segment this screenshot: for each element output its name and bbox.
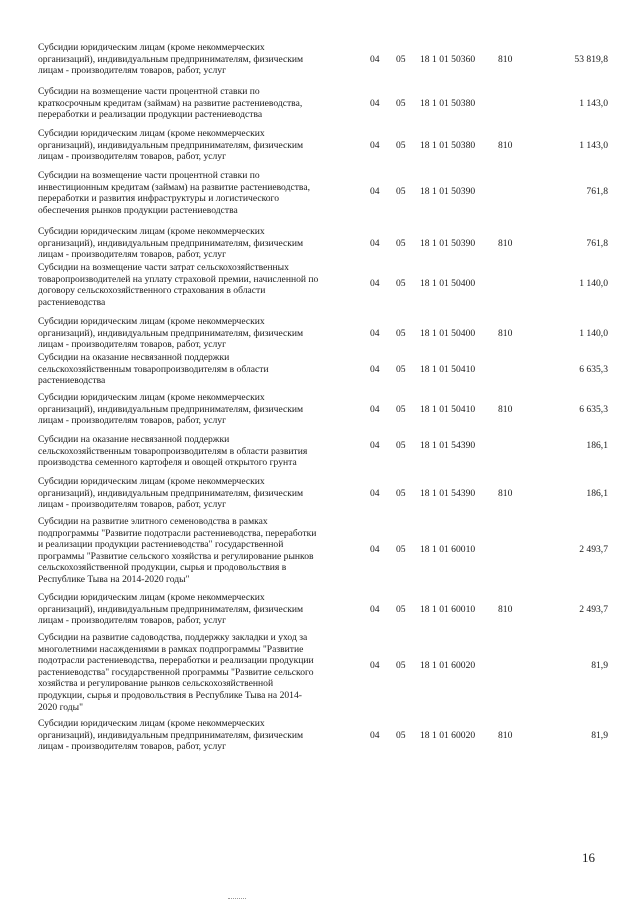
target-article-code: 18 1 01 54390 <box>420 488 476 499</box>
row-description: Субсидии на развитие садоводства, поддержку закладки и уход за многолетними насаждениями в рамках подпрограммы "Развитие подотрасли растениеводства, переработки и реализации продукции растениеводства" государственной программы "Развитие сельского хозяйства и регулирование рынков сельскохозяйственной продукции, сырья и продовольствия в Республике Тыва на 2014- 2020 годы" <box>38 632 314 713</box>
section-code: 04 <box>370 238 380 249</box>
section-code: 04 <box>370 328 380 339</box>
row-description: Субсидии юридическим лицам (кроме некоммерческих организаций), индивидуальным предпринимателям, физическим лицам - производителям товаров, работ, услуг <box>38 316 304 351</box>
amount: 1 143,0 <box>579 98 608 109</box>
subsection-code: 05 <box>396 238 406 249</box>
row-description: Субсидии на оказание несвязанной поддержки сельскохозяйственным товаропроизводителям в области развития производства семенного картофеля и овощей открытого грунта <box>38 434 308 469</box>
target-article-code: 18 1 01 50390 <box>420 238 476 249</box>
section-code: 04 <box>370 440 380 451</box>
amount: 1 140,0 <box>579 328 608 339</box>
target-article-code: 18 1 01 50390 <box>420 186 476 197</box>
amount: 81,9 <box>591 660 608 671</box>
target-article-code: 18 1 01 54390 <box>420 440 476 451</box>
amount: 81,9 <box>591 730 608 741</box>
amount: 186,1 <box>586 488 608 499</box>
subsection-code: 05 <box>396 140 406 151</box>
row-description: Субсидии на возмещение части процентной ставки по инвестиционным кредитам (займам) на развитие растениеводства, переработки и развития инфраструктуры и логистического обеспечения рынков продукции растениеводства <box>38 170 310 216</box>
section-code: 04 <box>370 544 380 555</box>
target-article-code: 18 1 01 50410 <box>420 364 476 375</box>
subsection-code: 05 <box>396 488 406 499</box>
subsection-code: 05 <box>396 278 406 289</box>
expense-type-code: 810 <box>498 488 513 499</box>
target-article-code: 18 1 01 50410 <box>420 404 476 415</box>
target-article-code: 18 1 01 50380 <box>420 140 476 151</box>
amount: 1 143,0 <box>579 140 608 151</box>
amount: 2 493,7 <box>579 604 608 615</box>
subsection-code: 05 <box>396 404 406 415</box>
target-article-code: 18 1 01 60020 <box>420 660 476 671</box>
subsection-code: 05 <box>396 186 406 197</box>
amount: 6 635,3 <box>579 404 608 415</box>
row-description: Субсидии на развитие элитного семеноводства в рамках подпрограммы "Развитие подотрасли растениеводства, переработки и реализации продукции растениеводства" государственной программы "Развитие сельского хозяйства и регулирование рынков сельскохозяйственной продукции, сырья и продовольствия в Республике Тыва на 2014-2020 годы" <box>38 516 317 585</box>
scan-mark <box>228 898 246 901</box>
section-code: 04 <box>370 364 380 375</box>
section-code: 04 <box>370 730 380 741</box>
amount: 2 493,7 <box>579 544 608 555</box>
target-article-code: 18 1 01 50380 <box>420 98 476 109</box>
target-article-code: 18 1 01 50360 <box>420 54 476 65</box>
amount: 53 819,8 <box>574 54 608 65</box>
subsection-code: 05 <box>396 54 406 65</box>
section-code: 04 <box>370 404 380 415</box>
amount: 6 635,3 <box>579 364 608 375</box>
target-article-code: 18 1 01 50400 <box>420 328 476 339</box>
subsection-code: 05 <box>396 328 406 339</box>
expense-type-code: 810 <box>498 404 513 415</box>
expense-type-code: 810 <box>498 604 513 615</box>
row-description: Субсидии юридическим лицам (кроме некоммерческих организаций), индивидуальным предпринимателям, физическим лицам - производителям товаров, работ, услуг <box>38 476 304 511</box>
subsection-code: 05 <box>396 364 406 375</box>
section-code: 04 <box>370 186 380 197</box>
row-description: Субсидии на возмещение части затрат сельскохозяйственных товаропроизводителей на уплату страховой премии, начисленной по договору сельскохозяйственного страхования в области растениеводства <box>38 262 319 308</box>
target-article-code: 18 1 01 60010 <box>420 544 476 555</box>
amount: 761,8 <box>586 186 608 197</box>
subsection-code: 05 <box>396 98 406 109</box>
section-code: 04 <box>370 488 380 499</box>
subsection-code: 05 <box>396 440 406 451</box>
section-code: 04 <box>370 54 380 65</box>
row-description: Субсидии на возмещение части процентной ставки по краткосрочным кредитам (займам) на развитие растениеводства, переработки и реализации продукции растениеводства <box>38 86 303 121</box>
subsection-code: 05 <box>396 660 406 671</box>
subsection-code: 05 <box>396 604 406 615</box>
section-code: 04 <box>370 604 380 615</box>
target-article-code: 18 1 01 50400 <box>420 278 476 289</box>
row-description: Субсидии юридическим лицам (кроме некоммерческих организаций), индивидуальным предпринимателям, физическим лицам - производителям товаров, работ, услуг <box>38 392 304 427</box>
section-code: 04 <box>370 140 380 151</box>
expense-type-code: 810 <box>498 140 513 151</box>
row-description: Субсидии юридическим лицам (кроме некоммерческих организаций), индивидуальным предпринимателям, физическим лицам - производителям товаров, работ, услуг <box>38 128 304 163</box>
amount: 186,1 <box>586 440 608 451</box>
row-description: Субсидии юридическим лицам (кроме некоммерческих организаций), индивидуальным предпринимателям, физическим лицам - производителям товаров, работ, услуг <box>38 592 304 627</box>
subsection-code: 05 <box>396 730 406 741</box>
section-code: 04 <box>370 98 380 109</box>
expense-type-code: 810 <box>498 730 513 741</box>
expense-type-code: 810 <box>498 54 513 65</box>
target-article-code: 18 1 01 60010 <box>420 604 476 615</box>
row-description: Субсидии на оказание несвязанной поддержки сельскохозяйственным товаропроизводителям в области растениеводства <box>38 352 269 387</box>
target-article-code: 18 1 01 60020 <box>420 730 476 741</box>
expense-type-code: 810 <box>498 238 513 249</box>
amount: 761,8 <box>586 238 608 249</box>
amount: 1 140,0 <box>579 278 608 289</box>
row-description: Субсидии юридическим лицам (кроме некоммерческих организаций), индивидуальным предпринимателям, физическим лицам - производителям товаров, работ, услуг <box>38 718 304 753</box>
subsection-code: 05 <box>396 544 406 555</box>
section-code: 04 <box>370 278 380 289</box>
section-code: 04 <box>370 660 380 671</box>
row-description: Субсидии юридическим лицам (кроме некоммерческих организаций), индивидуальным предпринимателям, физическим лицам - производителям товаров, работ, услуг <box>38 42 304 77</box>
row-description: Субсидии юридическим лицам (кроме некоммерческих организаций), индивидуальным предпринимателям, физическим лицам - производителям товаров, работ, услуг <box>38 226 304 261</box>
expense-type-code: 810 <box>498 328 513 339</box>
page-number: 16 <box>582 850 595 865</box>
